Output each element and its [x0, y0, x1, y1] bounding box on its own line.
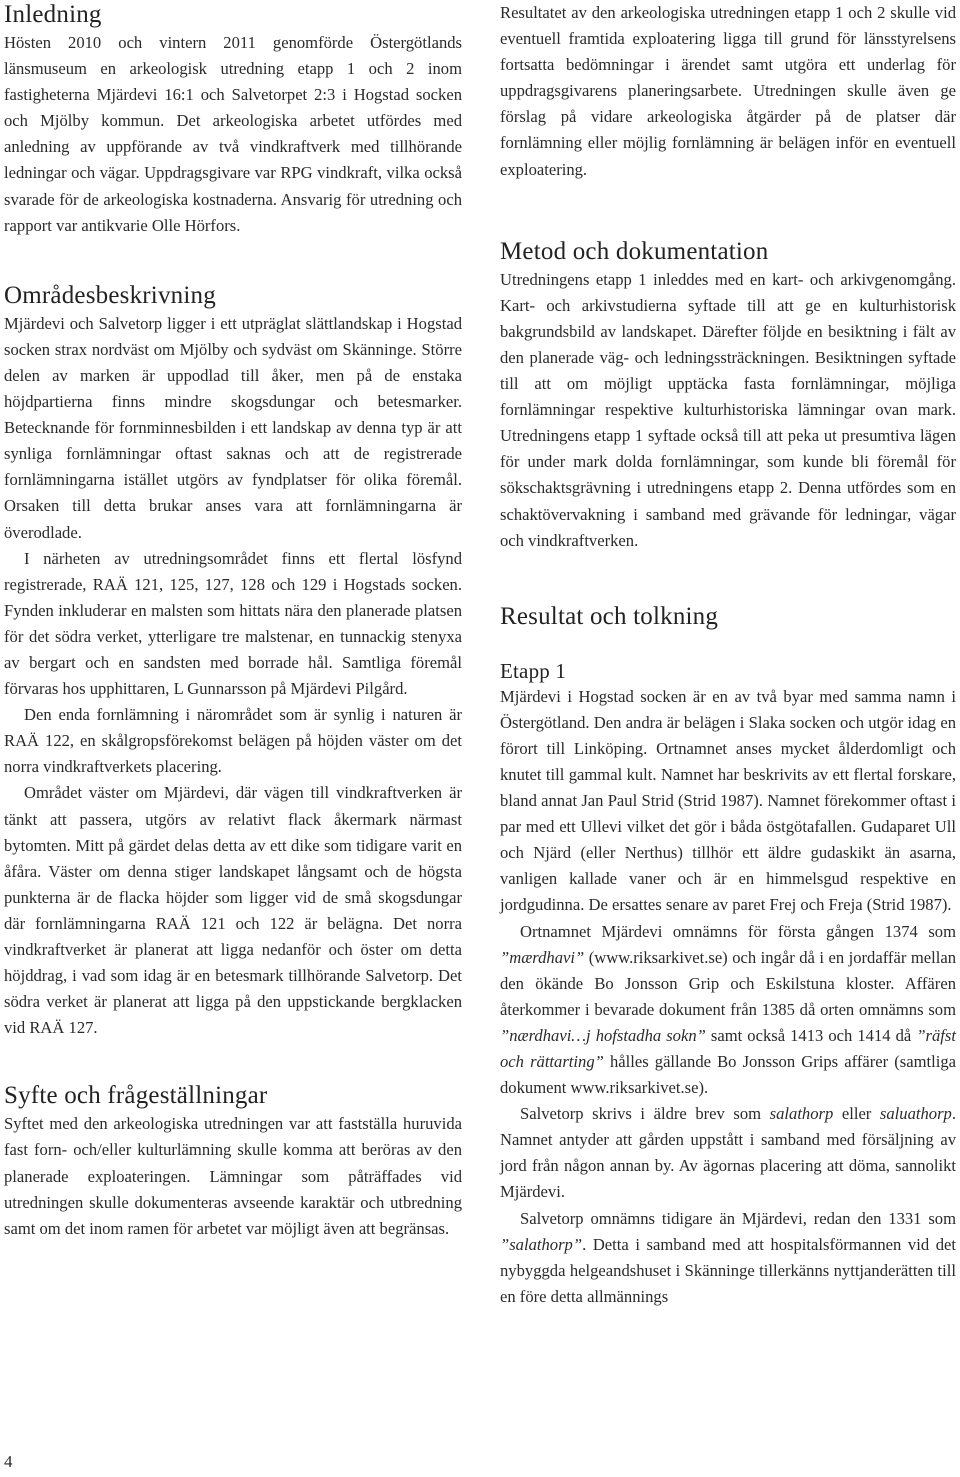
heading-resultat: Resultat och tolkning: [500, 602, 719, 630]
paragraph-metod: Utredningens etapp 1 inleddes med en kart- och arkivgenomgång. Kart- och arkivstudierna syftade till att ge en kulturhistorisk bakgrundsbild av landskapet. Därefter följde en besiktning i fält av den planerade väg- och ledningssträckningen. Besiktningen syftade till att om möjligt upptäcka fasta fornlämningar, möjliga fornlämningar respektive kulturhistoriska lämningar ovan mark. Utredningens etapp 1 syftade också till att peka ut presumtiva lägen för under mark dolda fornlämningar, som kunde bli föremål för sökschaktsgrävning i utredningens etapp 2. Denna utfördes som en schaktövervakning i samband med grävande för ledningar, vägar och vindkraftverken.: [500, 269, 956, 550]
heading-omradesbeskrivning: Områdesbeskrivning: [4, 281, 216, 309]
heading-syfte: Syfte och frågeställningar: [4, 1082, 268, 1110]
text-span: eller: [833, 1104, 880, 1124]
paragraph-ortnamnet: [500, 919, 956, 1102]
text-span: samt också 1413 och 1414 då: [705, 1025, 917, 1045]
text-span: (www.riksarkivet.se) och ingår då i en jordaffär mellan den ökände Bo Jonsson Grip och Eskilstuna kloster. Affären återkommer i bevarade dokument från 1385 då orten omnämns som: [500, 947, 956, 1019]
text-span: . Detta i samband med att hospitalsförmannen vid det nybyggda helgeandshuset i Skänninge tillerkänns nyttjanderätten till en före detta allmännings: [500, 1234, 956, 1306]
text-span: Salvetorp omnämns tidigare än Mjärdevi, redan den 1331 som: [520, 1208, 956, 1228]
paragraph-inledning: Hösten 2010 och vintern 2011 genomförde Östergötlands länsmuseum en arkeologisk utredning etapp 1 och 2 inom fastigheterna Mjärdevi 16:1 och Salvetorpet 2:3 i Hogstad socken och Mjölby kommun. Det arkeologiska arbetet utfördes med anledning av uppförande av två vindkraftverk med tillhörande ledningar och vägar. Uppdragsgivare var RPG vindkraft, vilka också svarade för de arkeologiska kostnaderna. Ansvarig för utredning och rapport var antikvarie Olle Hörfors.: [4, 33, 462, 235]
quoted-name: saluathorp: [879, 1104, 952, 1124]
paragraph-area-1: Mjärdevi och Salvetorp ligger i ett utpräglat slättlandskap i Hogstad socken strax nordväst om Mjölby och sydväst om Skänninge. Större delen av marken är uppodlad till åker, men på de enstaka höjdpartierna finns mindre skogsdungar och betesmarker. Betecknande för fornminnesbilden i ett landskap av denna typ är att synliga fornlämningar oftast saknas och att de registrerade fornlämningarna istället utgörs av fyndplatser för olika föremål. Orsaken till detta brukar anses vara att fornlämningarna är överodlade.: [4, 313, 462, 542]
paragraph-area-4: Området väster om Mjärdevi, där vägen till vindkraftverken är tänkt att passera, utgörs av relativt flack åkermark närmast bytomten. Mitt på gärdet delas detta av ett dike som tidigare varit en åfåra. Väster om denna stiger landskapet långsamt och de högsta punkterna är de flacka höjder som ligger vid de små skogsdungar där fornlämningarna RAÄ 121 och 122 är belägna. Det norra vindkraftverket är planerat att ligga nedanför och öster om detta höjddrag, i vad som idag är en betesmark tillhörande Salvetorp. Det södra verket är planerat att ligga på den uppstickande bergklacken vid RAÄ 127.: [4, 783, 462, 1038]
paragraph-area-3: Den enda fornlämning i närområdet som är synlig i naturen är RAÄ 122, en skålgropsförekomst belägen på höjden väster om det norra vindkraftverkets placering.: [4, 705, 462, 777]
quoted-name: ”mærdhavi”: [500, 947, 585, 967]
paragraph-result-intro: Resultatet av den arkeologiska utredningen etapp 1 och 2 skulle vid eventuell framtida exploatering ligga till grund för länsstyrelsens fortsatta bedömningar i ärendet samt utgöra ett underlag för uppdragsgivarens planeringsarbete. Utredningen skulle även ge förslag på vidare arkeologiska åtgärder på de platser där fornlämning eller möjlig fornlämning är belägen inför en eventuell exploatering.: [500, 3, 956, 179]
quoted-name: ”salathorp”: [500, 1234, 583, 1254]
right-column: [500, 0, 956, 1310]
quoted-name: salathorp: [769, 1104, 834, 1124]
left-column: [4, 0, 462, 1242]
paragraph-salvetorp-1: [500, 1101, 956, 1205]
text-span: Ortnamnet Mjärdevi omnämns för första gången 1374 som: [520, 921, 956, 941]
text-span: . Namnet antyder att gården uppstått i samband med försäljning av jord från någon annan by. Av ägornas placering att döma, sannolikt Mjärdevi.: [500, 1104, 956, 1202]
heading-inledning: Inledning: [4, 1, 102, 28]
subheading-etapp-1: Etapp 1: [500, 658, 567, 683]
paragraph-etapp-1: Mjärdevi i Hogstad socken är en av två byar med samma namn i Östergötland. Den andra är belägen i Slaka socken och utgör idag en förort till Linköping. Ortnamnet anses mycket ålderdomligt och knutet till gammal kult. Namnet har beskrivits av ett flertal forskare, bland annat Jan Paul Strid (Strid 1987). Namnet förekommer oftast i par med ett Ullevi vilket det gör i båda östgötafallen. Gudaparet Ull och Njärd (eller Nerthus) tillhör ett äldre gudaskikt än asarna, vanligen kallade vaner och är en himmelsgud respektive en jordgudinna. De ersattes senare av paret Frej och Freja (Strid 1987).: [500, 686, 956, 915]
paragraph-syfte: Syftet med den arkeologiska utredningen var att fastställa huruvida fast forn- och/eller kulturlämning skulle komma att beröras av den planerade exploateringen. Lämningar som påträffades vid utredningen skulle dokumenteras avseende karaktär och utbredning samt om det inom ramen för arbetet var möjligt även att begränsas.: [4, 1114, 462, 1238]
page-number: 4: [4, 1452, 13, 1471]
heading-metod: Metod och dokumentation: [500, 237, 769, 265]
text-span: hålles gällande Bo Jonsson Grips affärer (samtliga dokument www.riksarkivet.se).: [500, 1052, 956, 1098]
paragraph-area-2: I närheten av utredningsområdet finns ett flertal lösfynd registrerade, RAÄ 121, 125, 127, 128 och 129 i Hogstads socken. Fynden inkluderar en malsten som hittats nära den planerade platsen för det södra verket, ytterligare tre malstenar, en tunnackig stenyxa av bergart och en sandsten med borrade hål. Samtliga föremål förvaras hos upphittaren, L Gunnarsson på Mjärdevi Pilgård.: [4, 548, 462, 699]
paragraph-salvetorp-2: [500, 1206, 956, 1310]
quoted-name: ”räfst och rättarting”: [500, 1025, 956, 1071]
text-span: Salvetorp skrivs i äldre brev som: [520, 1104, 770, 1124]
quoted-name: ”nærdhavi…j hofstadha sokn”: [500, 1025, 706, 1045]
